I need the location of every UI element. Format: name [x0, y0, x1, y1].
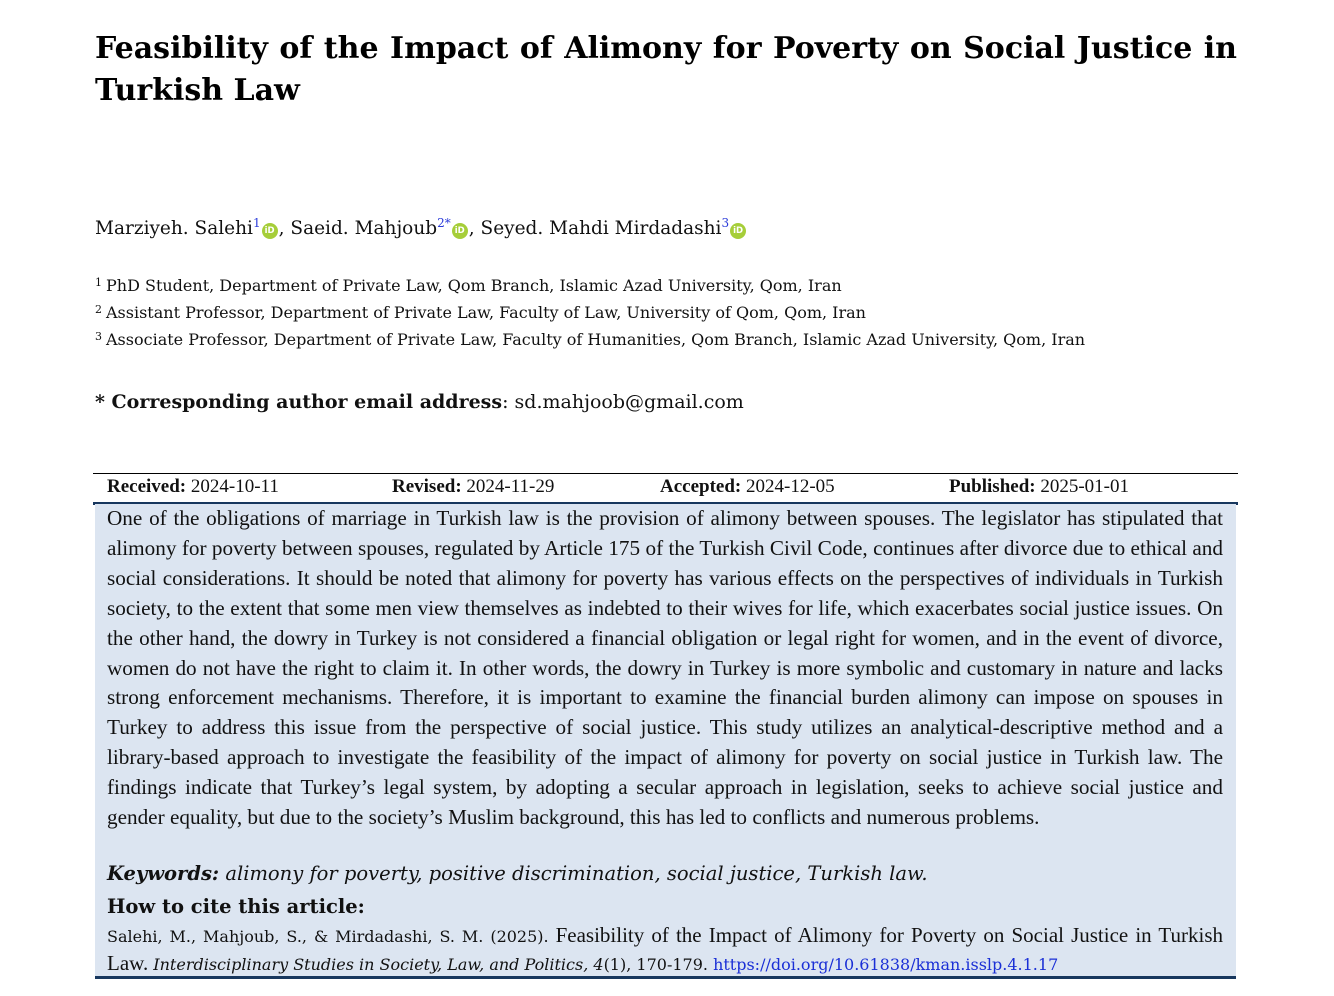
- author-list: [95, 216, 1237, 239]
- citation-authors: Salehi, M., Mahjoub, S., & Mirdadashi, S. M. (2025).: [107, 927, 549, 946]
- author-name: Saeid. Mahjoub: [290, 218, 438, 239]
- author-name: Seyed. Mahdi Mirdadashi: [480, 218, 722, 239]
- accepted-date: [660, 476, 835, 498]
- orcid-icon[interactable]: iD: [730, 223, 746, 239]
- orcid-icon[interactable]: iD: [452, 223, 468, 239]
- citation-heading: How to cite this article:: [107, 895, 365, 918]
- affiliation-text: Assistant Professor, Department of Private Law, Faculty of Law, University of Qom, Qom, Iran: [106, 303, 866, 322]
- corresponding-label: * Corresponding author email address: [95, 391, 503, 413]
- keywords-text: alimony for poverty, positive discrimination, social justice, Turkish law.: [225, 862, 928, 885]
- abstract-box: [95, 504, 1236, 979]
- affiliation-number: 2: [95, 303, 102, 316]
- received-value: 2024-10-11: [190, 476, 279, 497]
- author-name: Marziyeh. Salehi: [95, 218, 253, 239]
- accepted-value: 2024-12-05: [746, 476, 835, 497]
- citation-issue: (1), 170-179.: [603, 955, 708, 974]
- affiliation-list: [95, 271, 1237, 352]
- affiliation-text: PhD Student, Department of Private Law, Qom Branch, Islamic Azad University, Qom, Iran: [106, 276, 842, 295]
- orcid-icon[interactable]: iD: [262, 223, 278, 239]
- publication-dates: [93, 473, 1238, 505]
- published-date: [949, 476, 1129, 498]
- corresponding-author: * Corresponding author email address: sd.mahjoob@gmail.com: [95, 391, 744, 413]
- citation-title: Feasibility of the Impact of Alimony for Poverty on Social Justice in Turkish Law.: [107, 923, 1223, 975]
- received-date: [107, 476, 279, 498]
- affiliation-item: [95, 325, 1237, 352]
- published-value: 2025-01-01: [1040, 476, 1129, 497]
- corresponding-email[interactable]: sd.mahjoob@gmail.com: [514, 391, 744, 413]
- revised-label: Revised:: [392, 476, 462, 497]
- revised-date: [392, 476, 554, 498]
- citation-journal: Interdisciplinary Studies in Society, Law, and Politics, 4: [153, 955, 604, 974]
- affiliation-number: 1: [95, 276, 102, 289]
- affiliation-item: [95, 298, 1237, 325]
- revised-value: 2024-11-29: [466, 476, 555, 497]
- keywords: [107, 862, 1223, 885]
- accepted-label: Accepted:: [660, 476, 742, 497]
- citation-text: [107, 922, 1223, 978]
- paper-title: Feasibility of the Impact of Alimony for Poverty on Social Justice in Turkish Law: [95, 31, 1237, 108]
- affiliation-item: [95, 271, 1237, 298]
- author-affiliation-mark: 3: [721, 216, 730, 230]
- author-affiliation-mark: 1: [252, 216, 261, 230]
- affiliation-text: Associate Professor, Department of Private Law, Faculty of Humanities, Qom Branch, Islamic Azad University, Qom, Iran: [106, 330, 1086, 349]
- author-affiliation-mark: 2*: [437, 216, 451, 230]
- abstract-text: One of the obligations of marriage in Turkish law is the provision of alimony between spouses. The legislator has stipulated that alimony for poverty between spouses, regulated by Article 175 of the Turkish Civil Code, continues after divorce due to ethical and social considerations. It should be noted that alimony for poverty has various effects on the perspectives of individuals in Turkish society, to the extent that some men view themselves as indebted to their wives for life, which exacerbates social justice issues. On the other hand, the dowry in Turkey is not considered a financial obligation or legal right for women, and in the event of divorce, women do not have the right to claim it. In other words, the dowry in Turkey is more symbolic and customary in nature and lacks strong enforcement mechanisms. Therefore, it is important to examine the financial burden alimony can impose on spouses in Turkey to address this issue from the perspective of social justice. This study utilizes an analytical-descriptive method and a library-based approach to investigate the feasibility of the impact of alimony for poverty on social justice in Turkish law. The findings indicate that Turkey’s legal system, by adopting a secular approach in legislation, seeks to achieve social justice and gender equality, but due to the society’s Muslim background, this has led to conflicts and numerous problems.: [107, 506, 1223, 830]
- keywords-label: Keywords:: [107, 862, 220, 885]
- author-separator: ,: [468, 218, 475, 239]
- published-label: Published:: [949, 476, 1036, 497]
- doi-link[interactable]: https://doi.org/10.61838/kman.isslp.4.1.17: [713, 955, 1059, 974]
- author-separator: ,: [278, 218, 285, 239]
- affiliation-number: 3: [95, 330, 102, 343]
- received-label: Received:: [107, 476, 187, 497]
